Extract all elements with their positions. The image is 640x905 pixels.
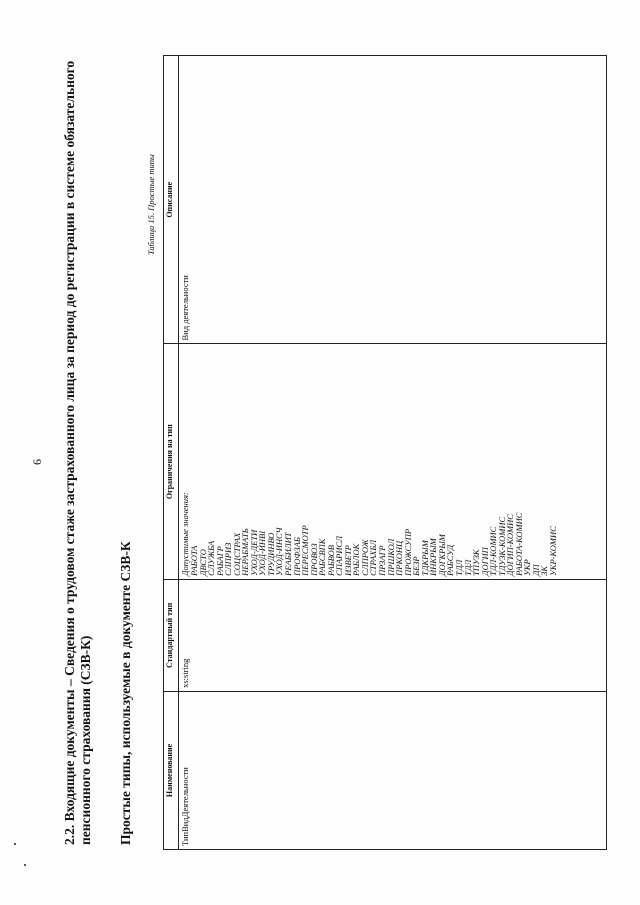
restriction-value-item: ЗК xyxy=(539,566,550,576)
cell-type-name: ТипВидДеятельности xyxy=(179,691,607,849)
header-description: Описание xyxy=(164,56,179,344)
restriction-value-item: ПРЗАГР xyxy=(377,545,388,576)
cell-standard-type: xs:string xyxy=(179,579,607,691)
restriction-value-item: УКР-КОМИС xyxy=(547,526,558,576)
scan-speck xyxy=(24,864,26,866)
cell-restrictions xyxy=(179,344,607,579)
restriction-value-item: ТДКРЫМ xyxy=(419,540,430,576)
restriction-value-item: ДВСТО xyxy=(197,549,208,576)
simple-types-table xyxy=(163,55,607,850)
restriction-value-item: ПРКОНЦ xyxy=(394,540,405,576)
restriction-value-item: СЛУЖБА xyxy=(206,540,217,576)
restriction-value-item: ТРУДИНВО xyxy=(265,532,276,576)
restriction-value-item: ПРОФЗАБ xyxy=(291,537,302,576)
section-heading: 2.2. Входящие документы – Сведения о трудовом стаже застрахованного лица за период до регистрации в системе обязательного пенсионного страхования (СЗВ-К) xyxy=(62,60,93,845)
restriction-title: Допустимые значения: xyxy=(180,492,190,576)
restriction-value-item: РАБСУД xyxy=(445,544,456,576)
restriction-value-item: РАБЛОК xyxy=(351,543,362,576)
restriction-value-item: РАБОТА-КОМИС xyxy=(513,512,524,576)
restriction-values-list xyxy=(190,347,558,575)
restriction-value-item: СОЦСТРАХ xyxy=(231,532,242,576)
restriction-value-item: ПРОВОЗ xyxy=(308,543,319,576)
restriction-value-item: ТДЛ xyxy=(462,559,473,576)
restriction-value-item: ТПУЗК xyxy=(471,549,482,576)
restriction-value-item: РАБАГР xyxy=(214,546,225,576)
table-caption: Таблица 15. Простые типы xyxy=(146,154,156,255)
restriction-value-item: ДОГКРЫМ xyxy=(436,534,447,576)
restriction-value-item: ПРОЖСУПР xyxy=(402,528,413,576)
restriction-value-item: СЛПРОЖ xyxy=(359,539,370,576)
restriction-value-item: ИНКРЫМ xyxy=(428,538,439,576)
restriction-value-item: БЕЗР xyxy=(411,556,422,576)
restriction-value-item: УХОД-ИНВI xyxy=(257,530,268,576)
cell-description: Вид деятельности xyxy=(179,56,607,344)
header-standard-type: Стандартный тип xyxy=(164,579,179,691)
page-number: 6 xyxy=(30,459,44,465)
restriction-value-item: ПРШКОЛ xyxy=(385,538,396,576)
restriction-value-item: РАБВОВ xyxy=(325,545,336,576)
restriction-value-item: СЛПРИЗ xyxy=(223,542,234,576)
scan-speck xyxy=(14,843,16,845)
restriction-value-item: РАБОТА xyxy=(189,545,199,576)
restriction-value-item: ТДЛ xyxy=(453,559,464,576)
restriction-value-item: УХОД-ДЕТИ xyxy=(248,529,259,576)
header-name: Наименование xyxy=(164,691,179,849)
table-header-row xyxy=(164,56,179,850)
restriction-value-item: УХОД-ИНСЧ xyxy=(274,527,285,576)
restriction-value-item: ПЕРЕСМОТР xyxy=(300,525,311,576)
restriction-value-item: УКР xyxy=(522,559,533,576)
restriction-value-item: ТДУЗК-КОМИС xyxy=(496,516,507,576)
restriction-value-item: ИЗВЕТР xyxy=(342,545,353,576)
restriction-value-item: ДП xyxy=(530,564,541,576)
restriction-value-item: РЕАБИЛИТ xyxy=(283,532,294,576)
restriction-value-item: НЕРАБМАТЬ xyxy=(240,528,251,576)
section-subheading: Простые типы, используемые в документе СЗВ-К xyxy=(118,541,133,845)
restriction-value-item: СПАРИСЛ xyxy=(334,536,345,576)
restriction-value-item: РАБСВПК xyxy=(317,538,328,576)
table-row xyxy=(179,56,607,850)
restriction-value-item: ДОГИП-КОМИС xyxy=(505,514,516,576)
restriction-value-item: ДОГИП xyxy=(479,547,490,576)
header-restrictions: Ограничения на тип xyxy=(164,344,179,579)
restriction-value-item: СТРАХБЛ xyxy=(368,539,379,576)
restriction-value-item: ТДЛ-КОМИС xyxy=(488,526,499,576)
